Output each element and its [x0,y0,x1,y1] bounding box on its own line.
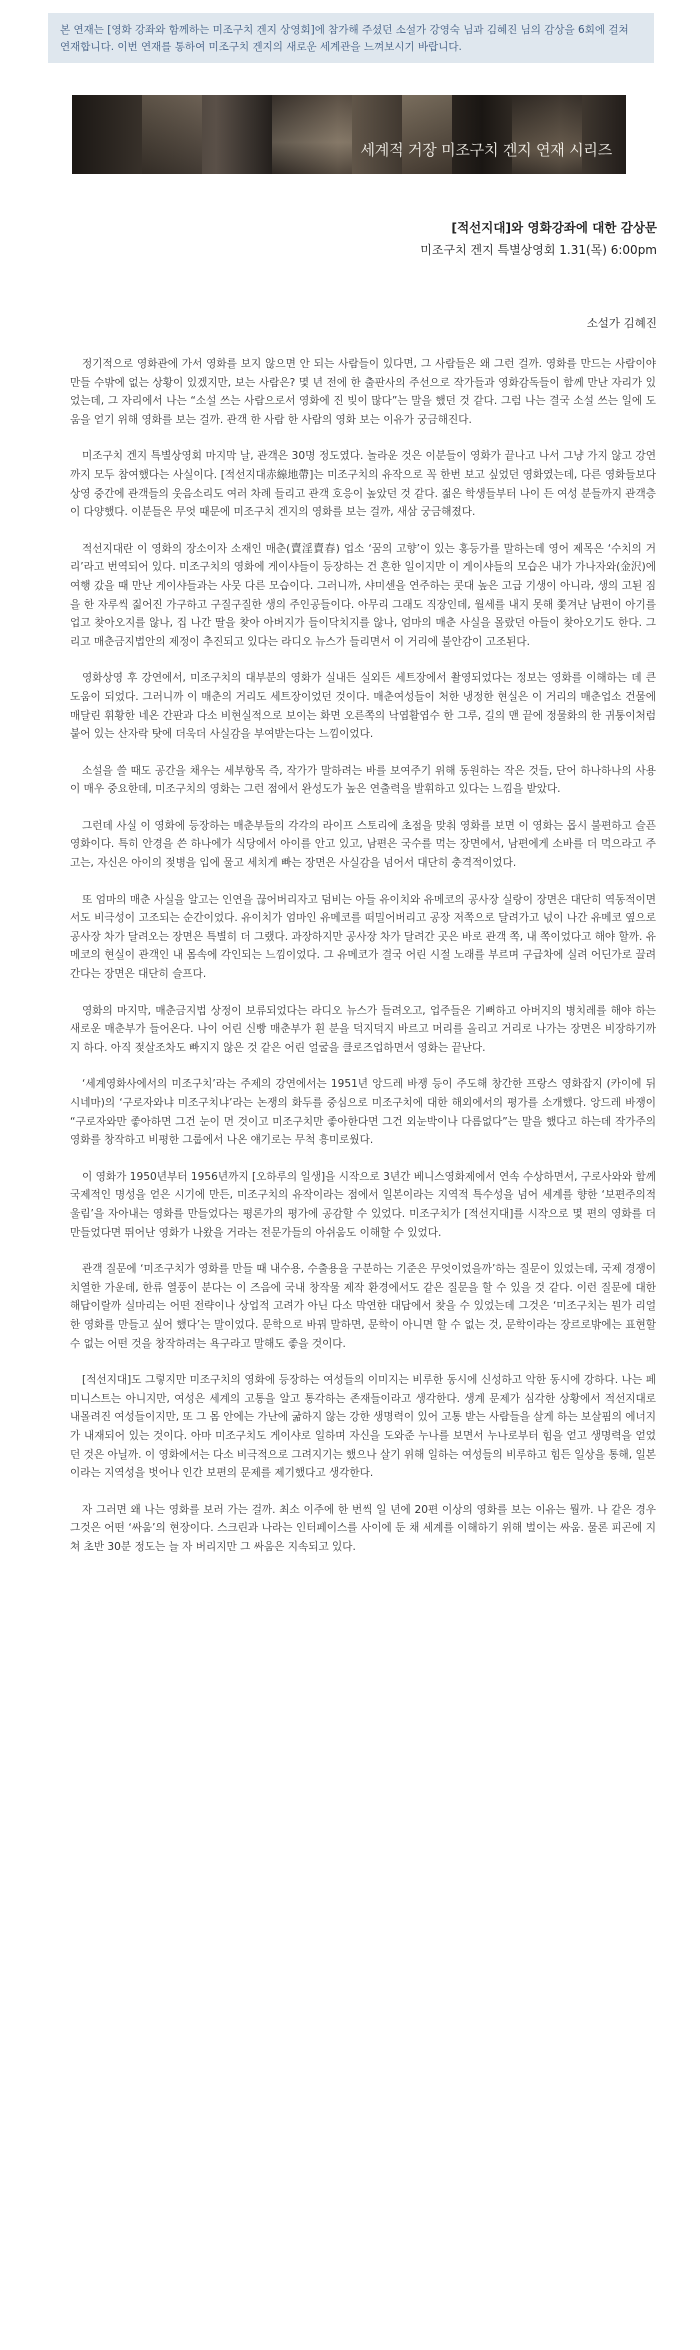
article-author: 소설가 김혜진 [586,316,657,330]
article-body [70,355,656,1574]
series-notice-text: 본 연재는 [영화 강좌와 함께하는 미조구치 겐지 상영회]에 참가해 주셨던 소설가 강영숙 님과 김혜진 님의 감상을 6회에 걸쳐 연재합니다. 이번 연재를 통하여 미조구치 겐지의 새로운 세계관을 느껴보시기 바랍니다. [60,24,629,53]
banner-film-still [402,95,452,174]
article-subtitle: 미조구치 겐지 특별상영회 1.31(목) 6:00pm [420,243,657,257]
article-paragraph: 또 엄마의 매춘 사실을 알고는 인연을 끊어버리자고 덤비는 아들 유이치와 유메코의 공사장 실랑이 장면은 대단히 역동적이면서도 비극성이 고조되는 순간이었다. 유이치가 엄마인 유메코를 떠밀어버리고 공장 저쪽으로 달려가고 넋이 나간 유메코 옆으로 공사장 차가 달려오는 장면은 특별히 더 그랬다. 과장하지만 공사장 차가 달려간 곳은 바로 관객 쪽, 내 쪽이었다고 해야 할까. 유메코의 현실이 관객인 내 몸속에 각인되는 느낌이었다. 그 유메코가 결국 어린 시절 노래를 부르며 구급차에 실려 어딘가로 끌려간다는 장면은 대단히 슬프다. [70,893,656,981]
banner-film-still [142,95,202,174]
article-paragraph: 미조구치 겐지 특별상영회 마지막 날, 관객은 30명 정도였다. 놀라운 것은 이분들이 영화가 끝나고 나서 그냥 가지 않고 강연까지 모두 참여했다는 사실이다. [적선지대赤線地帶]는 미조구치의 유작으로 꼭 한번 보고 싶었던 영화였는데, 다른 영화들보다 상영 중간에 관객들의 웃음소리도 여러 차례 들리고 관객 호응이 높았던 것 같다. 젊은 학생들부터 나이 든 여성 분들까지 관객층이 다양했다. 이분들은 무엇 때문에 미조구치 겐지의 영화를 보는 걸까, 새삼 궁금해졌다. [70,450,656,519]
article-paragraph: 이 영화가 1950년부터 1956년까지 [오하루의 일생]을 시작으로 3년간 베니스영화제에서 연속 수상하면서, 구로사와와 함께 국제적인 명성을 얻은 시기에 만든, 미조구치의 유작이라는 점에서 일본이라는 지역적 특수성을 넘어 세계를 향한 ‘보편주의적 울림’을 자아내는 영화를 만들었다는 평론가의 평가에 공감할 수 있었다. 미조구치가 [적선지대]를 시작으로 몇 편의 영화를 더 만들었다면 뛰어난 영화가 나왔을 거라는 전문가들의 아쉬움도 이해할 수 있었다. [70,1170,656,1239]
article-paragraph: [적선지대]도 그렇지만 미조구치의 영화에 등장하는 여성들의 이미지는 비루한 동시에 신성하고 악한 동시에 강하다. 나는 페미니스트는 아니지만, 여성은 세계의 고통을 알고 통각하는 존재들이라고 생각한다. 생계 문제가 심각한 상황에서 적선지대로 내몰려진 여성들이지만, 또 그 몸 안에는 가난에 굶하지 않는 강한 생명력이 있어 고통 받는 사람들을 살게 하는 보살핌의 에너지가 내재되어 있는 것이다. 아마 미조구치도 게이샤로 일하며 자신을 도와준 누나를 보면서 누나로부터 힘을 얻고 생명력을 얻었던 것은 아닐까. 이 영화에서는 다소 비극적으로 그려지기는 했으나 살기 위해 일하는 여성들의 비루하고 힘든 일상을 통해, 일본이라는 지역성을 벗어나 인간 보편의 문제를 제기했다고 생각한다. [70,1374,656,1480]
article-paragraph: 적선지대란 이 영화의 장소이자 소재인 매춘(賣淫賣春) 업소 ‘꿈의 고향’이 있는 홍등가를 말하는데 영어 제목은 ‘수치의 거리’라고 번역되어 있다. 미조구치의 영화에 게이샤들이 등장하는 건 흔한 일이지만 이 게이샤들의 모습은 내가 가나자와(金沢)에 여행 갔을 때 만난 게이샤들과는 사뭇 다른 모습이다. 그러니까, 샤미센을 연주하는 콧대 높은 고급 기생이 아니라, 생의 고된 짐을 한 자루씩 짊어진 가구하고 구질구질한 생의 주인공들이다. 아무리 그래도 직장인데, 월세를 내지 못해 쫓겨난 남편이 아기를 업고 찾아오지를 않나, 집 나간 딸을 찾아 아버지가 들이닥치지를 않나, 엄마의 매춘 사실을 몰랐던 아들이 찾아오기도 한다. 그리고 매춘금지법안의 제정이 추진되고 있다는 라디오 뉴스가 들리면서 이 거리에 불안감이 고조된다. [70,542,656,648]
article-paragraph: 영화상영 후 강연에서, 미조구치의 대부분의 영화가 실내든 실외든 세트장에서 촬영되었다는 정보는 영화를 이해하는 데 큰 도움이 되었다. 그러니까 이 매춘의 거리도 세트장이었던 것이다. 매춘여성들이 처한 냉정한 현실은 이 거리의 매춘업소 건물에 매달린 휘황한 네온 간판과 다소 비현실적으로 보이는 화면 오른쪽의 낙엽활엽수 한 그루, 길의 맨 끝에 정물화의 한 귀퉁이처럼 붙어 있는 산자락 탓에 더욱더 사실감을 부여받는다는 느낌이었다. [70,672,656,741]
series-notice [48,13,654,63]
banner-film-still [512,95,582,174]
series-banner [72,95,626,174]
article-paragraph: 자 그러면 왜 나는 영화를 보러 가는 걸까. 최소 이주에 한 번씩 일 년에 20편 이상의 영화를 보는 이유는 뭘까. 나 같은 경우 그것은 어떤 ‘싸움’의 현장이다. 스크린과 나라는 인터페이스를 사이에 둔 채 세계를 이해하기 위해 벌이는 싸움. 물론 피곤에 지쳐 초반 30분 정도는 늘 자 버리지만 그 싸움은 지속되고 있다. [70,1503,656,1553]
article-paragraph: 정기적으로 영화관에 가서 영화를 보지 않으면 안 되는 사람들이 있다면, 그 사람들은 왜 그런 걸까. 영화를 만드는 사람이야 만들 수밖에 없는 상황이 있겠지만, 보는 사람은? 몇 년 전에 한 출판사의 주선으로 작가들과 영화감독들이 함께 만난 자리가 있었는데, 그 자리에서 나는 “소설 쓰는 사람으로서 영화에 진 빚이 많다”는 말을 했던 것 같다. 그럼 나는 결국 소설 쓰는 일에 도움을 얻기 위해 영화를 보는 걸까. 관객 한 사람 한 사람의 영화 보는 이유가 궁금해진다. [70,358,656,426]
article-paragraph: 관객 질문에 ‘미조구치가 영화를 만들 때 내수용, 수출용을 구분하는 기준은 무엇이었을까’하는 질문이 있었는데, 국제 경쟁이 치열한 가운데, 한류 열풍이 분다는 이 즈음에 국내 창작물 제작 환경에서도 같은 질문을 할 수 있을 것 같다. 이런 질문에 대한 해답이랄까 실마리는 어떤 전략이나 상업적 고려가 아닌 다소 막연한 대답에서 찾을 수 있었는데 그것은 ‘미조구치는 뭔가 리얼한 영화를 만들고 싶어 했다’는 말이었다. 문학으로 바꿔 말하면, 문학이 아니면 할 수 없는 것, 문학이라는 장르로밖에는 표현할 수 없는 어떤 것을 창작하려는 욕구라고 말해도 좋을 것이다. [70,1263,656,1350]
article-paragraph: 그런데 사실 이 영화에 등장하는 매춘부들의 각각의 라이프 스토리에 초점을 맞춰 영화를 보면 이 영화는 몹시 불편하고 슬픈 영화이다. 특히 안경을 쓴 하나에가 식당에서 아이를 안고 있고, 남편은 국수를 먹는 장면에서, 남편에게 소바를 더 먹으라고 주고는, 자신은 아이의 젖병을 입에 물고 세치게 빠는 장면은 사실감을 넘어서 대단히 충격적이었다. [70,819,656,870]
banner-film-still [272,95,352,174]
banner-title: 세계적 거장 미조구치 겐지 연재 시리즈 [360,141,612,159]
article-paragraph: 영화의 마지막, 매춘금지법 상정이 보류되었다는 라디오 뉴스가 들려오고, 업주들은 기뻐하고 아버지의 병치레를 해야 하는 새로운 매춘부가 들어온다. 나이 어린 신빵 매춘부가 흰 분을 덕지덕지 바르고 머리를 올리고 거리로 나가는 장면은 비장하기까지 하다. 아직 젖살조차도 빠지지 않은 것 같은 어린 얼굴을 클로즈업하면서 영화는 끝난다. [70,1004,656,1054]
article-title: [적선지대]와 영화강좌에 대한 감상문 [451,220,657,235]
article-paragraph: ‘세계영화사에서의 미조구치’라는 주제의 강연에서는 1951년 앙드레 바쟁 등이 주도해 창간한 프랑스 영화잡지 (카이에 뒤 시네마)의 ‘구로자와냐 미조구치냐’라는 논쟁의 화두를 중심으로 미조구치에 대한 해외에서의 평가를 소개했다. 앙드레 바쟁이 “구로자와만 좋아하면 그건 눈이 먼 것이고 미조구치만 좋아한다면 그건 외눈박이나 다름없다”는 말을 했다고 하는데 작가주의 영화를 창작하고 비평한 그룹에서 나온 얘기로는 무척 흥미로웠다. [70,1078,656,1147]
article-paragraph: 소설을 쓸 때도 공간을 채우는 세부항목 즉, 작가가 말하려는 바를 보여주기 위해 동원하는 작은 것들, 단어 하나하나의 사용이 매우 중요한데, 미조구치의 영화는 그런 점에서 완성도가 높은 연출력을 발휘하고 있다는 느낌을 받았다. [70,764,656,796]
